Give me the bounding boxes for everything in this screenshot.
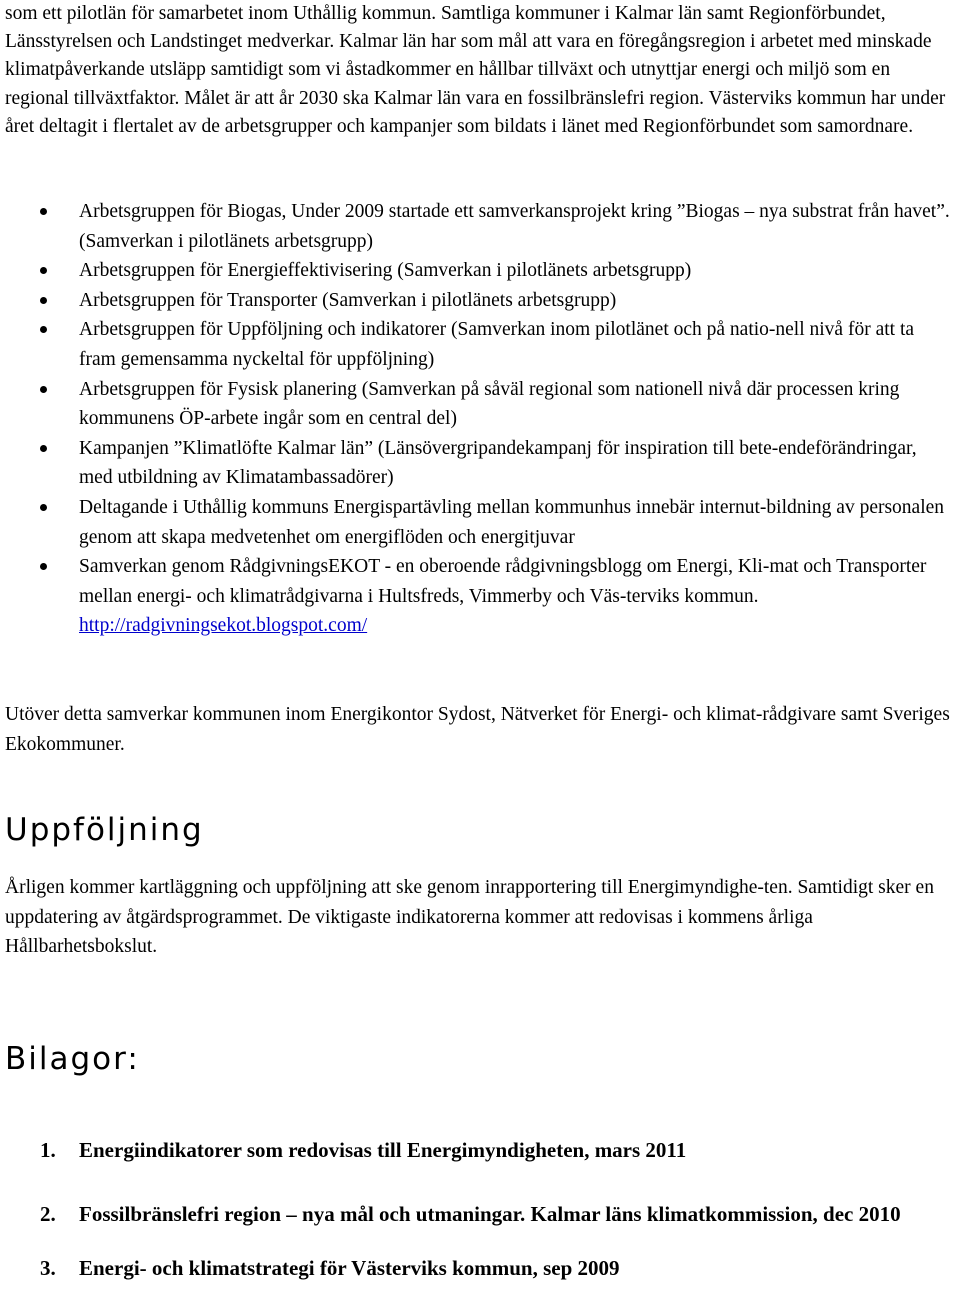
bullet-icon xyxy=(40,563,47,570)
followup-heading: Uppföljning xyxy=(5,812,204,848)
list-item xyxy=(0,493,951,552)
attachments-heading: Bilagor: xyxy=(5,1041,140,1077)
bullet-icon xyxy=(40,326,47,333)
intro-paragraph: som ett pilotlän för samarbetet inom Uthållig kommun. Samtliga kommuner i Kalmar län samt Regionförbundet, Länsstyrelsen och Landstinget medverkar. Kalmar län har som mål att vara en föregångsregion i arbetet med minskade klimatpåverkande utsläpp samtidigt som vi åstadkommer en hållbar tillväxt och utnyttjar energi och miljö som en regional tillväxtfaktor. Målet är att år 2030 ska Kalmar län vara en fossilbränslefri region. Västerviks kommun har under året deltagit i flertalet av de arbetsgrupper och kampanjer som bildats i länet med Regionförbundet som samordnare. xyxy=(5,3,946,137)
list-item-text: Deltagande i Uthållig kommuns Energispartävling mellan kommunhus innebär internut-bildning av personalen genom att skapa medvetenhet om energiflöden och energitjuvar xyxy=(79,496,945,548)
list-item xyxy=(0,552,951,641)
list-item xyxy=(0,315,951,374)
cooperation-paragraph: Utöver detta samverkar kommunen inom Energikontor Sydost, Nätverket för Energi- och klimat-rådgivare samt Sveriges Ekokommuner. xyxy=(5,704,950,755)
bullet-icon xyxy=(40,504,47,511)
list-item-text: Arbetsgruppen för Biogas, Under 2009 startade ett samverkansprojekt kring ”Biogas – nya substrat från havet”. (Samverkan i pilotlänets arbetsgrupp) xyxy=(79,201,950,252)
list-item xyxy=(0,375,951,434)
attachment-number: 2. xyxy=(40,1201,56,1226)
attachment-item xyxy=(0,1200,951,1230)
list-item xyxy=(0,256,951,286)
bullet-icon xyxy=(40,267,47,274)
bullet-icon xyxy=(40,208,47,215)
list-item-text: Arbetsgruppen för Uppföljning och indikatorer (Samverkan inom pilotlänet och på natio-nell nivå för att ta fram gemensamma nyckeltal för uppföljning) xyxy=(79,319,915,370)
list-item-text: Arbetsgruppen för Energieffektivisering (Samverkan i pilotlänets arbetsgrupp) xyxy=(79,260,692,282)
working-groups-list xyxy=(0,197,960,641)
list-item-text: Samverkan genom RådgivningsEKOT - en oberoende rådgivningsblogg om Energi, Kli-mat och Transporter mellan energi- och klimatrådgivarna i Hultsfreds, Vimmerby och Väs-terviks kommun. xyxy=(79,556,927,607)
bullet-icon xyxy=(40,445,47,452)
list-item-text: Arbetsgruppen för Transporter (Samverkan i pilotlänets arbetsgrupp) xyxy=(79,289,617,311)
bullet-icon xyxy=(40,386,47,393)
list-item xyxy=(0,197,951,256)
attachment-number: 1. xyxy=(40,1138,56,1162)
attachment-title: Energiindikatorer som redovisas till Energimyndigheten, mars 2011 xyxy=(79,1138,687,1162)
attachment-title: Energi- och klimatstrategi för Västerviks kommun, sep 2009 xyxy=(79,1256,620,1280)
list-item-text: Arbetsgruppen för Fysisk planering (Samverkan på såväl regional som nationell nivå där processen kring kommunens ÖP-arbete ingår som en central del) xyxy=(79,378,900,430)
attachments-list xyxy=(0,1136,960,1284)
radgivningsekot-link[interactable]: http://radgivningsekot.blogspot.com/ xyxy=(79,615,368,637)
list-item xyxy=(0,434,951,493)
followup-paragraph: Årligen kommer kartläggning och uppföljning att ske genom inrapportering till Energimyndighe-ten. Samtidigt sker en uppdatering av åtgärdsprogrammet. De viktigaste indikatorerna kommer att redovisas i kommens årliga Hållbarhetsbokslut. xyxy=(5,877,934,957)
attachment-number: 3. xyxy=(40,1256,56,1280)
attachment-item xyxy=(0,1136,951,1166)
attachment-title: Fossilbränslefri region – nya mål och utmaningar. Kalmar läns klimatkommission, dec 2010 xyxy=(79,1201,901,1226)
bullet-icon xyxy=(40,297,47,304)
list-item xyxy=(0,286,951,316)
list-item-text: Kampanjen ”Klimatlöfte Kalmar län” (Länsövergripandekampanj för inspiration till bete-endeförändringar, med utbildning av Klimatambassadörer) xyxy=(79,437,917,489)
attachment-item xyxy=(0,1254,951,1284)
